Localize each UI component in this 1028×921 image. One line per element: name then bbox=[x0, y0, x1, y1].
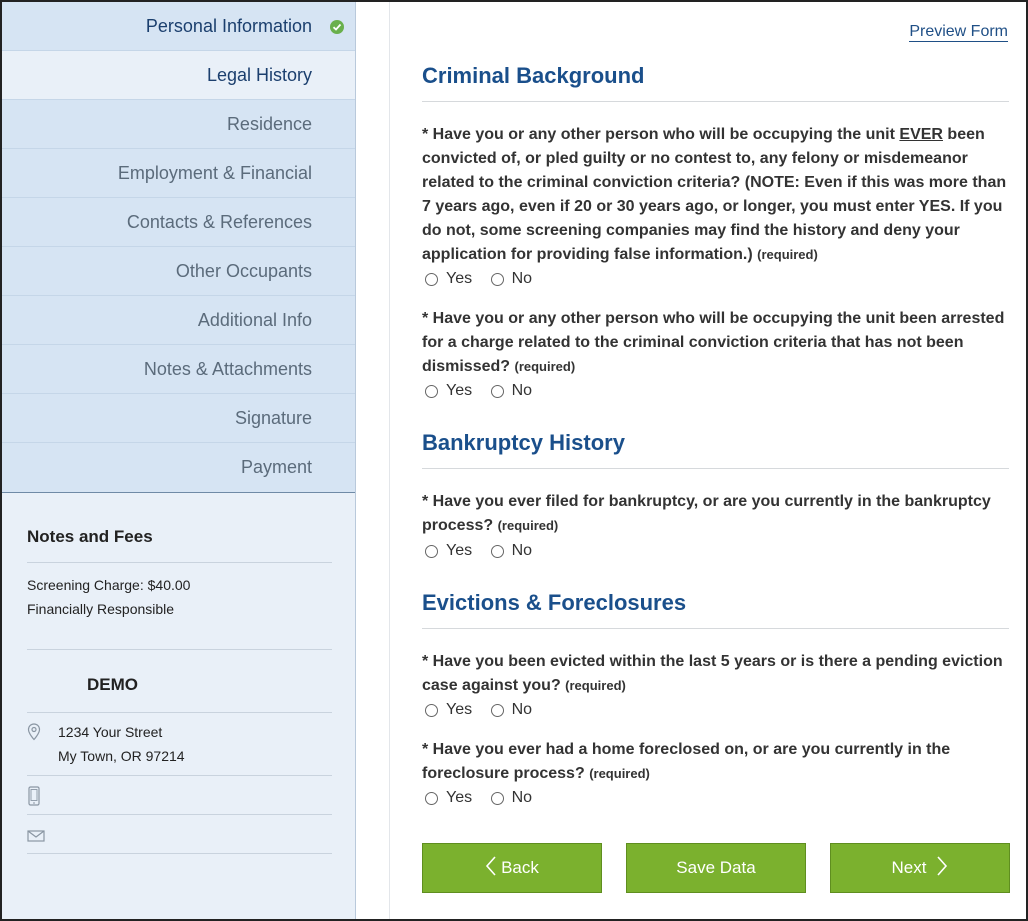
nav-item-employment-financial[interactable] bbox=[2, 149, 355, 198]
radio-button[interactable] bbox=[491, 792, 504, 805]
radio-group-arrested bbox=[425, 382, 546, 402]
radio-button[interactable] bbox=[425, 273, 438, 286]
required-label: (required) bbox=[514, 359, 576, 374]
radio-group-foreclosure bbox=[425, 789, 546, 809]
screening-charge: Screening Charge: $40.00 bbox=[27, 577, 191, 593]
nav-item-contacts-references[interactable] bbox=[2, 198, 355, 247]
financially-responsible: Financially Responsible bbox=[27, 601, 175, 617]
next-button[interactable]: Next bbox=[830, 843, 1010, 893]
address-line1: 1234 Your Street bbox=[58, 724, 163, 740]
radio-button[interactable] bbox=[425, 545, 438, 558]
nav-item-label: Residence bbox=[226, 114, 312, 134]
radio-no[interactable]: No bbox=[491, 789, 532, 807]
phone-row bbox=[27, 776, 332, 815]
nav-item-label: Payment bbox=[240, 457, 312, 477]
section-title-criminal-background: Criminal Background bbox=[422, 63, 1009, 102]
nav-item-legal-history[interactable] bbox=[2, 51, 355, 100]
nav-item-signature[interactable] bbox=[2, 394, 355, 443]
radio-button[interactable] bbox=[491, 273, 504, 286]
radio-yes[interactable]: Yes bbox=[425, 270, 472, 288]
question-criminal-conviction: * Have you or any other person who will be occupying the unit EVER been convicted of, or pled guilty or no contest to, any felony or misdemeanor related to the criminal conviction criteria? (NOTE: Even if this was more than 7 years ago, even if 20 or 30 years ago, or longer, you must enter YES. If you do not, some screening companies may find the history and deny your application for providing false information.) (required) bbox=[422, 126, 1007, 263]
envelope-icon bbox=[27, 829, 45, 847]
notes-panel bbox=[27, 517, 332, 854]
address-line2: My Town, OR 97214 bbox=[58, 748, 185, 764]
radio-button[interactable] bbox=[491, 704, 504, 717]
email-row bbox=[27, 815, 332, 854]
radio-yes[interactable]: Yes bbox=[425, 789, 472, 807]
phone-icon bbox=[27, 786, 41, 811]
question-foreclosure: * Have you ever had a home foreclosed on, or are you currently in the foreclosure process? (required) bbox=[422, 741, 951, 782]
sidebar bbox=[2, 2, 356, 919]
radio-yes[interactable]: Yes bbox=[425, 382, 472, 400]
nav-item-label: Legal History bbox=[206, 65, 312, 85]
nav-item-personal-information[interactable] bbox=[2, 2, 355, 51]
nav-item-notes-attachments[interactable] bbox=[2, 345, 355, 394]
radio-no[interactable]: No bbox=[491, 542, 532, 560]
radio-button[interactable] bbox=[425, 704, 438, 717]
radio-button[interactable] bbox=[491, 385, 504, 398]
radio-yes[interactable]: Yes bbox=[425, 701, 472, 719]
nav-item-label: Notes & Attachments bbox=[143, 359, 312, 379]
radio-button[interactable] bbox=[425, 385, 438, 398]
nav-item-payment[interactable] bbox=[2, 443, 355, 492]
radio-group-bankruptcy bbox=[425, 542, 546, 562]
chevron-right-icon bbox=[936, 856, 948, 881]
nav-item-label: Additional Info bbox=[197, 310, 312, 330]
address-row bbox=[27, 713, 332, 776]
nav-item-label: Contacts & References bbox=[126, 212, 312, 232]
section-title-bankruptcy-history: Bankruptcy History bbox=[422, 430, 1009, 469]
question-eviction: * Have you been evicted within the last 5 years or is there a pending eviction case against you? (required) bbox=[422, 653, 1003, 694]
required-label: (required) bbox=[565, 678, 626, 693]
radio-group-criminal-conviction bbox=[425, 270, 546, 290]
main-content bbox=[389, 2, 1026, 919]
chevron-left-icon bbox=[485, 856, 497, 881]
save-data-button[interactable]: Save Data bbox=[626, 843, 806, 893]
nav-item-other-occupants[interactable] bbox=[2, 247, 355, 296]
preview-form-link[interactable]: Preview Form bbox=[909, 23, 1008, 40]
nav-item-label: Personal Information bbox=[145, 16, 312, 36]
question-bankruptcy: * Have you ever filed for bankruptcy, or are you currently in the bankruptcy process? (required) bbox=[422, 493, 991, 534]
nav-item-additional-info[interactable] bbox=[2, 296, 355, 345]
nav-item-label: Signature bbox=[234, 408, 312, 428]
notes-body bbox=[27, 563, 332, 650]
nav-item-label: Other Occupants bbox=[175, 261, 312, 281]
required-label: (required) bbox=[757, 247, 818, 262]
section-title-evictions-foreclosures: Evictions & Foreclosures bbox=[422, 590, 1009, 629]
back-button[interactable]: Back bbox=[422, 843, 602, 893]
nav-item-residence[interactable] bbox=[2, 100, 355, 149]
map-pin-icon bbox=[27, 723, 41, 746]
radio-no[interactable]: No bbox=[491, 382, 532, 400]
radio-no[interactable]: No bbox=[491, 701, 532, 719]
check-icon bbox=[330, 20, 344, 34]
emphasis-ever: EVER bbox=[899, 126, 943, 143]
notes-title: Notes and Fees bbox=[27, 517, 332, 563]
radio-yes[interactable]: Yes bbox=[425, 542, 472, 560]
question-arrested: * Have you or any other person who will be occupying the unit been arrested for a charge related to the criminal conviction criteria that has not been dismissed? (required) bbox=[422, 310, 1005, 375]
sidebar-nav bbox=[2, 2, 355, 493]
radio-group-eviction bbox=[425, 701, 546, 721]
required-label: (required) bbox=[497, 518, 559, 533]
nav-item-label: Employment & Financial bbox=[117, 163, 312, 183]
required-label: (required) bbox=[589, 766, 650, 781]
org-name: DEMO bbox=[27, 650, 332, 713]
radio-button[interactable] bbox=[425, 792, 438, 805]
radio-no[interactable]: No bbox=[491, 270, 532, 288]
radio-button[interactable] bbox=[491, 545, 504, 558]
